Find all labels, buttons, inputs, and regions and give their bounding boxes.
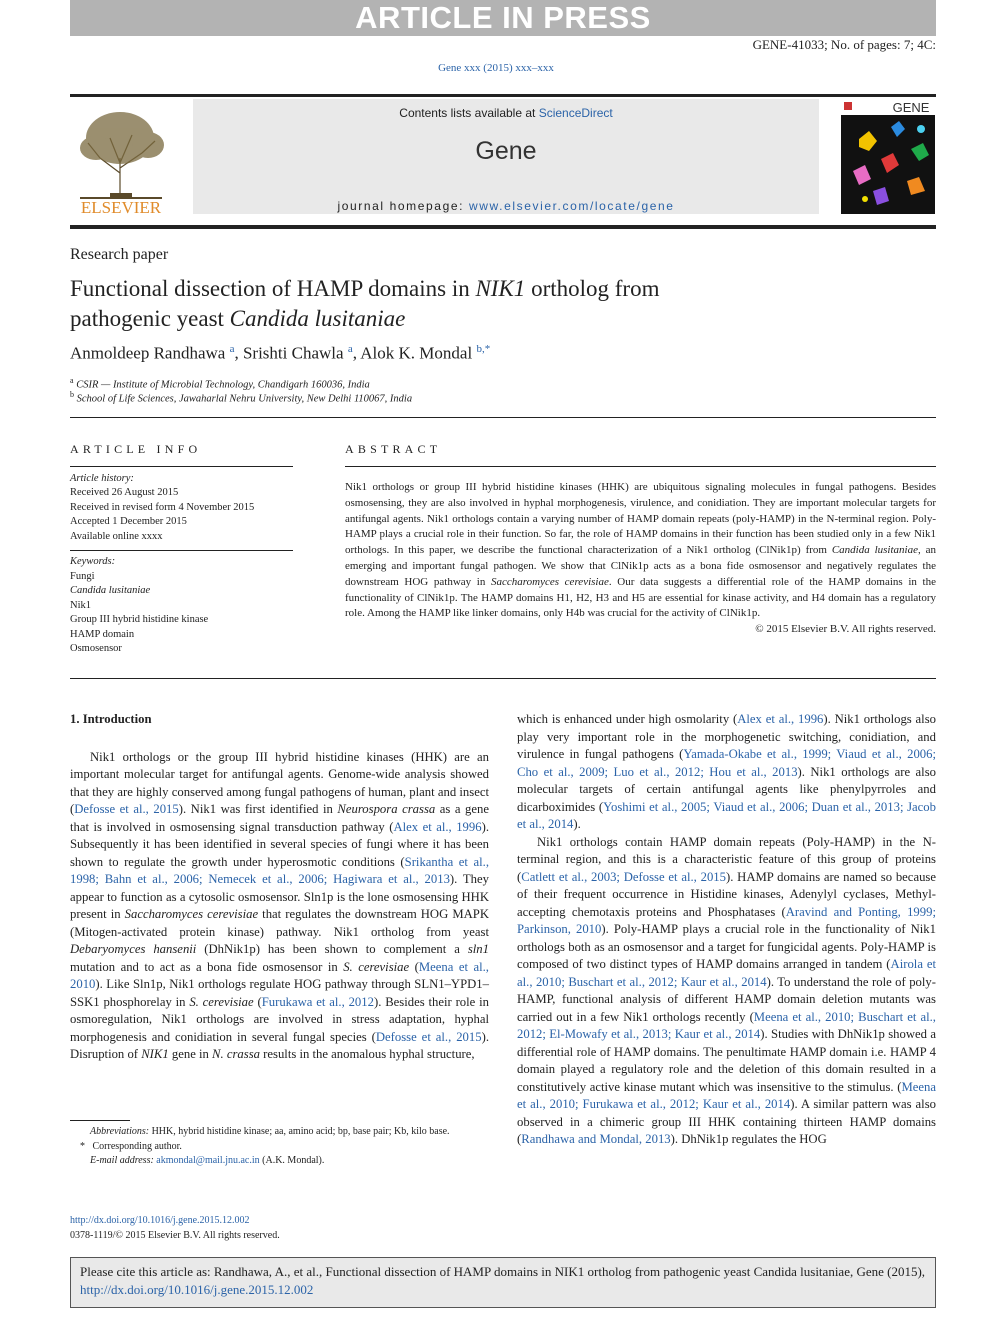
homepage-link[interactable]: www.elsevier.com/locate/gene	[469, 199, 675, 213]
journal-homepage	[193, 199, 819, 213]
body-span: Nik1 orthologs or the group III hybrid histidine kinases (HHK) are an important molecular target for antifungal agents. Genome-wide analysis showed that they are highly conserved among fungal pathogens of human, plant and insect (	[70, 749, 489, 816]
keyword: Nik1	[70, 599, 91, 611]
homepage-prefix: journal homepage:	[337, 199, 469, 213]
keyword: HAMP domain	[70, 628, 135, 640]
abstract-italic: Saccharomyces cerevisiae	[491, 575, 609, 588]
citation-link[interactable]: Yoshimi et al., 2005; Viaud et al., 2006; Duan et al., 2013; Jacob et al., 2014	[517, 799, 936, 831]
intro-paragraph	[70, 749, 489, 1064]
footnotes	[70, 1125, 489, 1169]
article-in-press-banner: ARTICLE IN PRESS	[70, 0, 936, 36]
elsevier-wordmark: ELSEVIER	[80, 198, 162, 215]
body-span: ). Besides their role in osmoregulation, Nik1 orthologs are involved in stress adaptation, hyphal morphogenesis and conidiation in several fungal species (	[70, 994, 489, 1044]
body-span: that regulates the downstream HOG MAPK (Mitogen-activated protein kinase) pathway. Nik1 ortholog from yeast	[70, 907, 489, 939]
sciencedirect-link[interactable]: ScienceDirect	[538, 106, 613, 120]
body-span: as a gene that is involved in osmosensing signal transduction pathway (	[70, 802, 489, 834]
corr-text: Corresponding author.	[92, 1140, 182, 1152]
citation-link[interactable]: Defosse et al., 2015	[74, 802, 179, 816]
body-span: ). A similar pattern was also observed in a chimeric group III HHK containing thirteen HAMP domains (	[517, 1097, 936, 1146]
body-span: ). Subsequently it has been identified in several species of fungi where it has been shown to regulate the growth under hyperosmotic conditions (	[70, 819, 489, 869]
intro-heading: 1. Introduction	[70, 712, 152, 726]
citation-link[interactable]: Yamada-Okabe et al., 1999; Viaud et al., 2006; Cho et al., 2009; Luo et al., 2012; Hou et al., 2013	[517, 747, 937, 779]
author-name[interactable]: Alok K. Mondal	[360, 343, 473, 363]
author-name[interactable]: Anmoldeep Randhawa	[70, 343, 226, 363]
body-span: (	[409, 959, 419, 974]
title-text: ortholog from	[525, 276, 660, 301]
citation-link[interactable]: Defosse et al., 2015	[375, 1029, 482, 1044]
divider	[70, 466, 293, 467]
author-list: Anmoldeep Randhawa $^a$, Srishti Chawla $^a$, Alok K. Mondal $^{b,*}$	[70, 343, 491, 363]
abstract-span: . Our data suggests a differential role of the HAMP domains in the functionality of ClNik1p. The HAMP domains H1, H2, H3 and H5 are essential for kinase activity, and H4 domain has a regulatory role. Among the HAMP like linker domains, only H4b was crucial for the activity of ClNik1p.	[345, 575, 937, 620]
citation-link[interactable]: Meena et al., 2010; Furukawa et al., 2012; Kaur et al., 2014	[517, 1079, 936, 1111]
abbr-label: Abbreviations:	[90, 1126, 150, 1137]
title-species: Candida lusitaniae	[229, 306, 406, 331]
keyword: Candida lusitaniae	[70, 585, 151, 596]
footnote-rule	[70, 1120, 130, 1121]
citation-link[interactable]: Alex et al., 1996	[393, 819, 482, 834]
citation-link[interactable]: Srikantha et al., 1998; Bahn et al., 2006; Nemecek et al., 2006; Hagiwara et al., 2013	[70, 854, 489, 886]
email-label: E-mail address:	[90, 1155, 154, 1166]
keyword: Fungi	[70, 570, 95, 582]
body-italic: S. cerevisiae	[189, 994, 254, 1009]
abstract-italic: Candida lusitaniae	[831, 544, 918, 557]
elsevier-tree-logo	[70, 103, 172, 215]
issn-line: 0378-1119/© 2015 Elsevier B.V. All rights reserved.	[70, 1229, 280, 1241]
body-span: (	[253, 994, 262, 1009]
journal-cover-image	[841, 99, 935, 214]
body-span: ).	[573, 817, 581, 831]
article-info-heading: ARTICLE INFO	[70, 442, 202, 456]
citation-link[interactable]: Catlett et al., 2003; Defosse et al., 2015	[521, 869, 726, 884]
gene-id: GENE-41033; No. of pages: 7; 4C:	[752, 37, 936, 52]
body-span: ). Nik1 was first identified in	[178, 802, 338, 816]
body-span: mutation and to act as a bona fide osmosensor in	[70, 959, 344, 974]
intro-left-column	[70, 711, 489, 1064]
citation-link[interactable]: Meena et al., 2010; Buschart et al., 2012; El-Mowafy et al., 2013; Kaur et al., 2014	[517, 1009, 936, 1041]
author-affil-sup[interactable]: a	[347, 343, 353, 355]
affiliation	[70, 390, 412, 405]
body-italic: sln1	[467, 942, 489, 956]
body-span: ). Poly-HAMP plays a crucial role in the functionality of Nik1 orthologs both as an osmosensor and a target for fungicidal agents. Poly-HAMP is composed of two distinct types of HAMP domains arranged in tandem (	[517, 922, 936, 971]
body-span: ). Like Sln1p, Nik1 orthologs regulate HOG pathway through SLN1–YPD1–SSK1 phosphorelay in	[70, 977, 489, 1009]
citation-link[interactable]: Alex et al., 1996	[737, 712, 824, 726]
contents-line	[193, 106, 819, 120]
abstract	[345, 442, 936, 635]
abstract-text	[345, 480, 936, 622]
journal-name: Gene	[475, 137, 537, 165]
affiliation-text: School of Life Sciences, Jawaharlal Nehru University, New Delhi 110067, India	[76, 393, 413, 405]
doi-block	[70, 1214, 280, 1243]
body-italic: NIK1	[141, 1047, 169, 1061]
abstract-heading: ABSTRACT	[345, 442, 442, 456]
affiliation	[70, 376, 370, 391]
abstract-span: Nik1 orthologs or group III hybrid histidine kinases (HHK) are ubiquitous signaling molecules in fungal pathogens. Besides osmosensing, they are also involved in hyphal morphogenesis, virulence, and conidiation. They are important molecular targets for antifungal agents. Nik1 orthologs contain a varying number of HAMP domain repeats (poly-HAMP) in the N-terminal region. Poly-HAMP plays a crucial role in their function. So far, the role of HAMP domains in their function has been studied only in a few Nik1 orthologs. In this paper, we describe the functional characterization of a Nik1 ortholog (ClNik1p) from	[345, 481, 936, 557]
abbreviations-note	[70, 1125, 489, 1140]
body-span: ). Studies with DhNik1p showed a differential role of HAMP domains. The penultimate HAMP domain i.e. HAMP 4 domain played a regulatory role and the deletion of this domain resulted in a constitutively active kinase mutant which was insensitive to the stimulus. (	[517, 1027, 936, 1094]
doi-link[interactable]: http://dx.doi.org/10.1016/j.gene.2015.12.002	[70, 1215, 250, 1226]
article-title	[70, 274, 770, 334]
author-name[interactable]: Srishti Chawla	[242, 343, 344, 363]
body-italic: Neurospora crassa	[337, 802, 436, 816]
cite-doi-link[interactable]: http://dx.doi.org/10.1016/j.gene.2015.12.002	[80, 1282, 314, 1297]
citation-link[interactable]: Randhawa and Mondal, 2013	[521, 1132, 671, 1146]
body-span: which is enhanced under high osmolarity (	[517, 712, 738, 726]
email-note	[70, 1154, 489, 1169]
body-italic: Debaryomyces hansenii	[70, 942, 197, 956]
body-span: gene in	[168, 1047, 213, 1061]
citation-link[interactable]: Aravind and Ponting, 1999; Parkinson, 2010	[517, 904, 936, 936]
keyword: Osmosensor	[70, 643, 122, 654]
corr-mark: *	[80, 1140, 85, 1152]
history-label: Article history:	[70, 472, 134, 484]
section-label: Research paper	[70, 246, 169, 263]
divider	[70, 417, 936, 418]
body-span: ). Nik1 orthologs are also molecular targets of certain antifungal agents like phenylpyrroles and dicarboximides (	[517, 764, 936, 814]
affiliation-mark: b	[70, 390, 74, 399]
corresponding-note	[70, 1140, 489, 1155]
body-span: ). Disruption of	[70, 1029, 489, 1061]
article-info	[70, 442, 293, 657]
intro-right-column	[517, 711, 936, 1149]
body-italic: N. crassa	[212, 1047, 260, 1061]
history-item: Received in revised form 4 November 2015	[70, 501, 255, 513]
body-span: ). They appear to function as a cytosolic osmosensor. Sln1p is the lone osmosensing HHK present in	[70, 872, 489, 921]
body-span: results in the anomalous hyphal structure,	[259, 1047, 475, 1061]
title-text: pathogenic yeast	[70, 306, 230, 331]
title-gene: NIK1	[475, 276, 526, 301]
divider	[70, 550, 293, 551]
affiliation-mark: a	[70, 376, 74, 385]
history-item: Received 26 August 2015	[70, 487, 179, 498]
email-link[interactable]: akmondal@mail.jnu.ac.in	[156, 1155, 260, 1166]
history-item: Accepted 1 December 2015	[70, 516, 187, 527]
affiliation-text: CSIR — Institute of Microbial Technology, Chandigarh 160036, India	[76, 379, 370, 391]
author-affil-sup[interactable]: a	[229, 343, 235, 355]
divider	[345, 466, 936, 467]
cover-title: GENE	[892, 100, 930, 115]
keywords-label: Keywords:	[70, 556, 116, 567]
journal-citation[interactable]: Gene xxx (2015) xxx–xxx	[438, 62, 554, 74]
intro-paragraph	[517, 834, 936, 1149]
contents-prefix: Contents lists available at	[399, 106, 539, 120]
divider	[70, 678, 936, 679]
body-span: ). Nik1 orthologs also play very important role in the morphogenetic switching, conidiation, and virulence in fungal pathogens (	[517, 712, 936, 761]
cite-text	[80, 1263, 928, 1299]
body-span: Nik1 orthologs contain HAMP domain repeats (Poly-HAMP) in the N-terminal region, and this is a characteristic feature of this group of proteins (	[517, 834, 936, 884]
body-span: ). DhNik1p regulates the HOG	[670, 1132, 827, 1146]
body-span: ). HAMP domains are named so because of their frequent occurrence in Histidine kinases, Adenylyl cyclases, Methyl-accepting chemotaxis proteins and Phosphatases (	[517, 869, 936, 919]
history-item: Available online xxxx	[70, 530, 163, 542]
email-suffix: (A.K. Mondal).	[259, 1155, 325, 1166]
header-top-rule	[70, 94, 936, 97]
body-italic: S. cerevisiae	[343, 959, 410, 974]
abstract-span: , an emerging and important fungal pathogen. We show that ClNik1p acts as a bona fide osmosensor and negatively regulates the downstream HOG pathway in	[345, 544, 936, 588]
citation-link[interactable]: Meena et al., 2010	[70, 959, 489, 991]
title-text: Functional dissection of HAMP domains in	[70, 276, 476, 301]
cite-prefix: Please cite this article as: Randhawa, A., et al., Functional dissection of HAMP domains in NIK1 ortholog from pathogenic yeast Candida lusitaniae, Gene (2015),	[80, 1264, 926, 1279]
citation-link[interactable]: Airola et al., 2010; Buschart et al., 2012; Kaur et al., 2014	[517, 957, 936, 989]
copyright: © 2015 Elsevier B.V. All rights reserved.	[755, 623, 936, 636]
author-affil-sup[interactable]: b,*	[476, 343, 491, 355]
body-italic: Saccharomyces cerevisiae	[124, 907, 259, 921]
body-span: ). To understand the role of poly-HAMP, functional analysis of different HAMP domain deletion mutants was carried out in a few Nik1 orthologs recently (	[517, 974, 936, 1024]
citation-link[interactable]: Furukawa et al., 2012	[261, 994, 374, 1009]
header-bottom-rule	[70, 225, 936, 229]
keyword: Group III hybrid histidine kinase	[70, 614, 209, 625]
body-span: (DhNik1p) has been shown to complement a	[196, 942, 468, 956]
abbr-text: HHK, hybrid histidine kinase; aa, amino acid; bp, base pair; Kb, kilo base.	[149, 1126, 450, 1137]
intro-paragraph	[517, 711, 936, 834]
